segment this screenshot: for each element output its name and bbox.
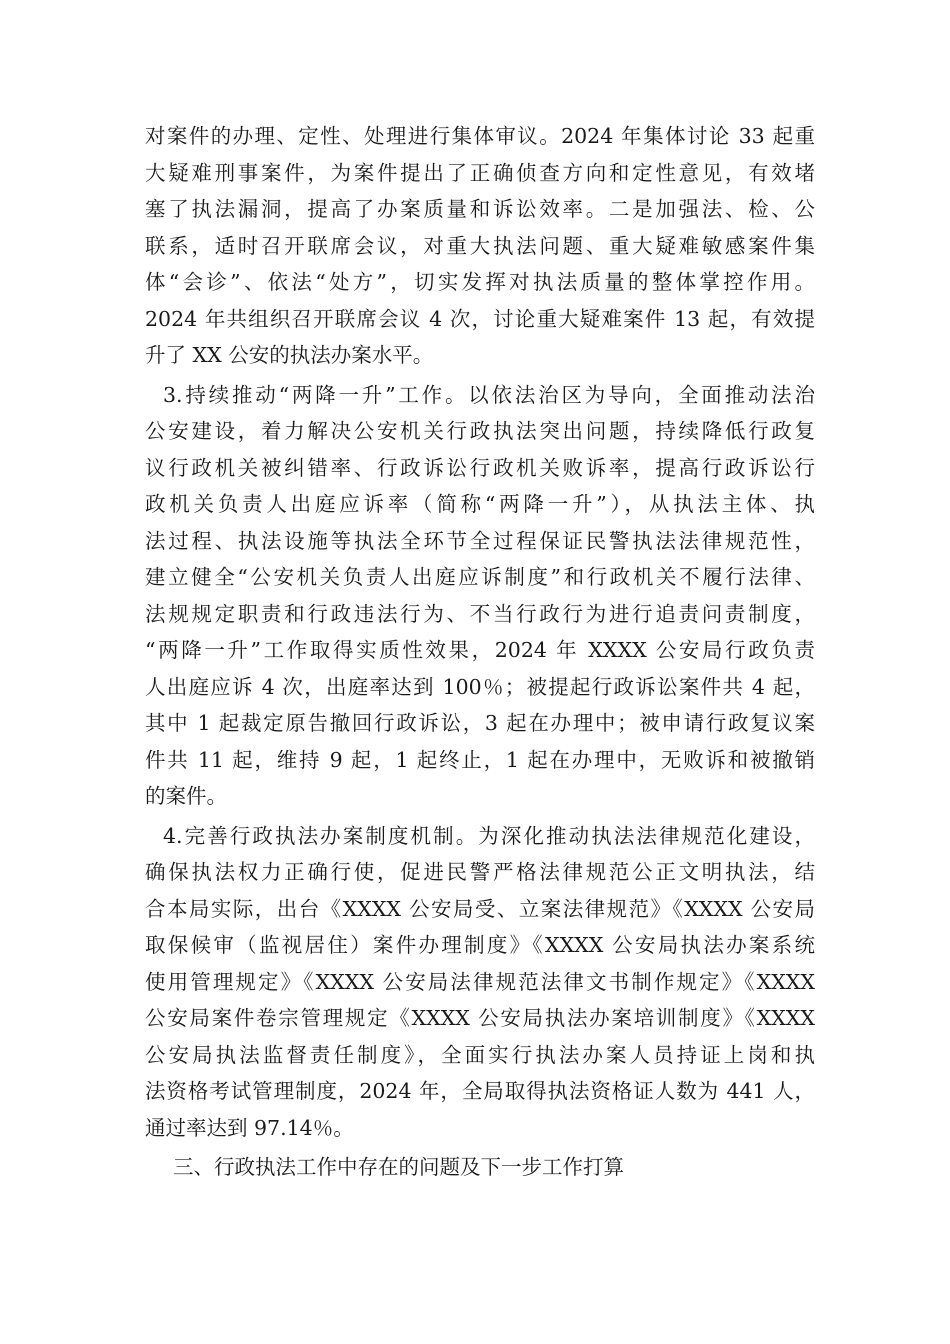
- text-line: 议行政机关被纠错率、行政诉讼行政机关败诉率，提高行政诉讼行: [145, 455, 815, 480]
- paragraph-enforcement-system: [145, 818, 815, 1147]
- text-line: “两降一升”工作取得实质性效果，2024 年 XXXX 公安局行政负责: [145, 638, 815, 662]
- text-line: 大疑难刑事案件，为案件提出了正确侦查方向和定性意见，有效堵: [145, 160, 815, 185]
- text-line: 联系，适时召开联席会议，对重大执法问题、重大疑难敏感案件集: [145, 233, 815, 258]
- text-line: 对案件的办理、定性、处理进行集体审议。2024 年集体讨论 33 起重: [145, 124, 815, 148]
- text-line: 法资格考试管理制度，2024 年，全局取得执法资格证人数为 441 人，: [145, 1079, 815, 1103]
- text-line: 升了 XX 公安的执法办案水平。: [145, 343, 434, 367]
- text-line: 件共 11 起，维持 9 起，1 起终止，1 起在办理中，无败诉和被撤销: [145, 747, 815, 772]
- paragraph-collective-review: [145, 118, 815, 374]
- text-line: 人出庭应诉 4 次，出庭率达到 100％；被提起行政诉讼案件共 4 起，: [145, 674, 815, 699]
- text-line: 塞了执法漏洞，提高了办案质量和诉讼效率。二是加强法、检、公: [145, 197, 815, 221]
- paragraph-two-down-one-up: [145, 377, 815, 815]
- text-line: 取保候审（监视居住）案件办理制度》《XXXX 公安局执法办案系统: [145, 933, 815, 957]
- text-line: 法规规定职责和行政违法行为、不当行政行为进行追责问责制度，: [145, 601, 815, 626]
- text-line: 政机关负责人出庭应诉率（简称“两降一升”），从执法主体、执: [145, 492, 815, 516]
- text-line: 的案件。: [145, 784, 227, 808]
- text-line: 使用管理规定》《XXXX 公安局法律规范法律文书制作规定》《XXXX: [145, 969, 815, 994]
- text-line: 2024 年共组织召开联席会议 4 次，讨论重大疑难案件 13 起，有效提: [145, 306, 815, 331]
- text-line: 建立健全“公安机关负责人出庭应诉制度”和行政机关不履行法律、: [145, 565, 815, 589]
- text-line: 3.持续推动“两降一升”工作。以依法治区为导向，全面推动法治: [163, 382, 815, 407]
- text-line: 公安局案件卷宗管理规定《XXXX 公安局执法办案培训制度》《XXXX: [145, 1006, 815, 1030]
- heading-problems-and-plans: 三、行政执法工作中存在的问题及下一步工作打算: [173, 1155, 624, 1179]
- text-line: 4.完善行政执法办案制度机制。为深化推动执法法律规范化建设，: [163, 823, 815, 848]
- section-heading: [145, 1149, 815, 1186]
- text-line: 通过率达到 97.14％。: [145, 1115, 354, 1140]
- text-line: 其中 1 起裁定原告撤回行政诉讼，3 起在办理中；被申请行政复议案: [145, 711, 815, 735]
- text-line: 公安建设，着力解决公安机关行政执法突出问题，持续降低行政复: [145, 419, 815, 443]
- text-line: 确保执法权力正确行使，促进民警严格法律规范公正文明执法，结: [145, 860, 815, 884]
- document-body: [145, 118, 815, 1186]
- text-line: 合本局实际，出台《XXXX 公安局受、立案法律规范》《XXXX 公安局: [145, 896, 815, 921]
- text-line: 体“会诊”、依法“处方”，切实发挥对执法质量的整体掌控作用。: [145, 270, 815, 294]
- text-line: 法过程、执法设施等执法全环节全过程保证民警执法法律规范性，: [145, 528, 815, 553]
- text-line: 公安局执法监督责任制度》，全面实行执法办案人员持证上岗和执: [145, 1042, 815, 1067]
